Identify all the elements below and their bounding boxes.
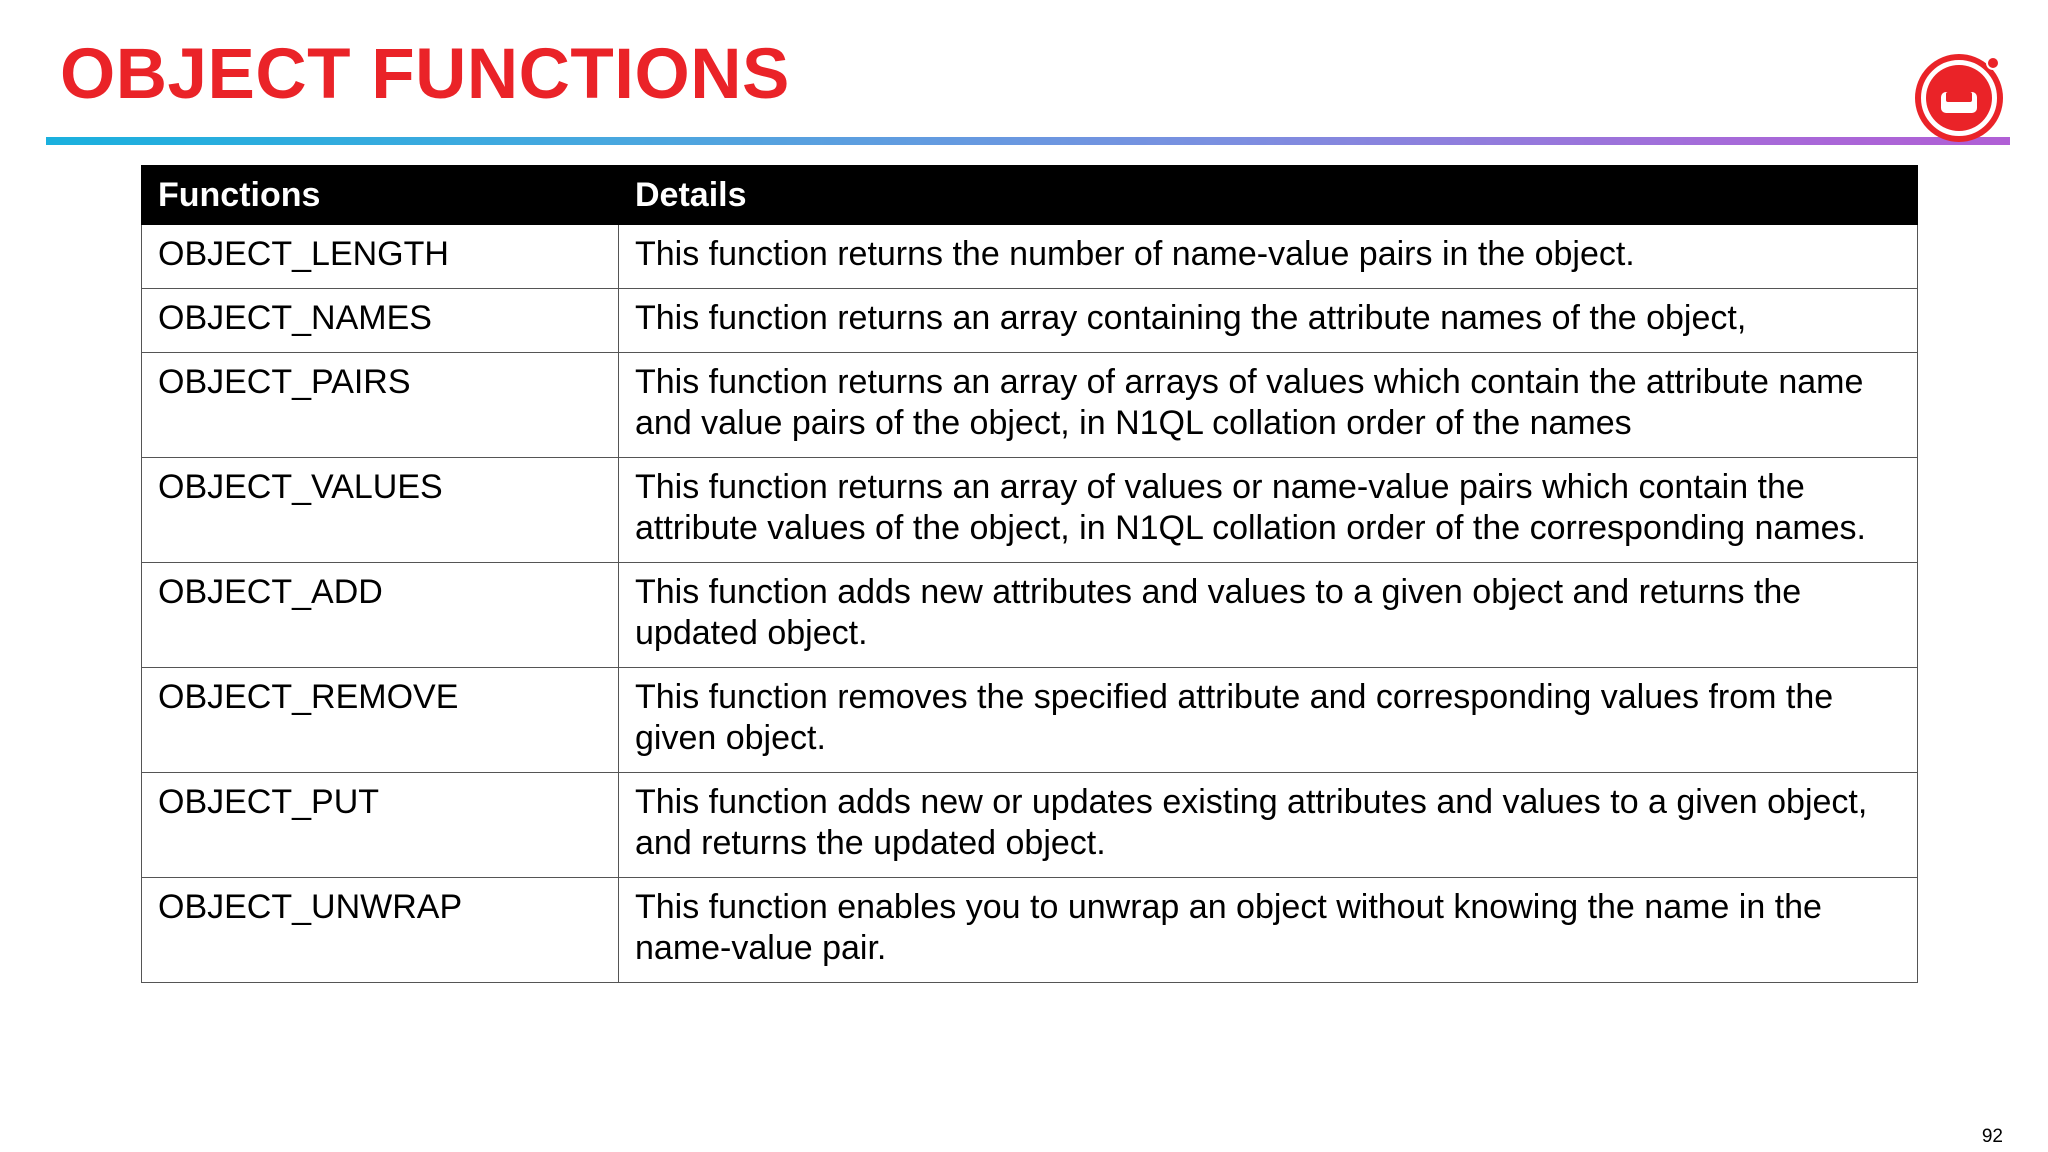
- table-header-row: [142, 166, 1918, 225]
- table-row: [142, 563, 1918, 668]
- table-row: [142, 668, 1918, 773]
- function-name-cell: OBJECT_NAMES: [142, 289, 619, 353]
- table-row: [142, 353, 1918, 458]
- page-number: 92: [1981, 1126, 2003, 1147]
- table-row: [142, 289, 1918, 353]
- function-details-cell: This function enables you to unwrap an object without knowing the name in the name-value pair.: [619, 878, 1918, 983]
- table-row: [142, 458, 1918, 563]
- function-name-cell: OBJECT_VALUES: [142, 458, 619, 563]
- couchbase-logo-icon: [1914, 48, 2010, 144]
- title-divider: [46, 137, 2010, 145]
- function-name-cell: OBJECT_ADD: [142, 563, 619, 668]
- slide-title: OBJECT FUNCTIONS: [60, 35, 790, 114]
- function-details-cell: This function returns an array of values or name-value pairs which contain the attribute values of the object, in N1QL collation order of the corresponding names.: [619, 458, 1918, 563]
- function-details-cell: This function removes the specified attribute and corresponding values from the given object.: [619, 668, 1918, 773]
- object-functions-table: [141, 165, 1918, 983]
- function-name-cell: OBJECT_REMOVE: [142, 668, 619, 773]
- column-header-functions: Functions: [142, 166, 619, 225]
- function-details-cell: This function adds new attributes and values to a given object and returns the updated object.: [619, 563, 1918, 668]
- table-row: [142, 225, 1918, 289]
- function-details-cell: This function returns an array containing the attribute names of the object,: [619, 289, 1918, 353]
- function-name-cell: OBJECT_UNWRAP: [142, 878, 619, 983]
- function-details-cell: This function adds new or updates existing attributes and values to a given object, and returns the updated object.: [619, 773, 1918, 878]
- function-name-cell: OBJECT_PAIRS: [142, 353, 619, 458]
- function-details-cell: This function returns an array of arrays of values which contain the attribute name and value pairs of the object, in N1QL collation order of the names: [619, 353, 1918, 458]
- function-name-cell: OBJECT_LENGTH: [142, 225, 619, 289]
- function-name-cell: OBJECT_PUT: [142, 773, 619, 878]
- function-details-cell: This function returns the number of name-value pairs in the object.: [619, 225, 1918, 289]
- table-row: [142, 773, 1918, 878]
- column-header-details: Details: [619, 166, 1918, 225]
- table-row: [142, 878, 1918, 983]
